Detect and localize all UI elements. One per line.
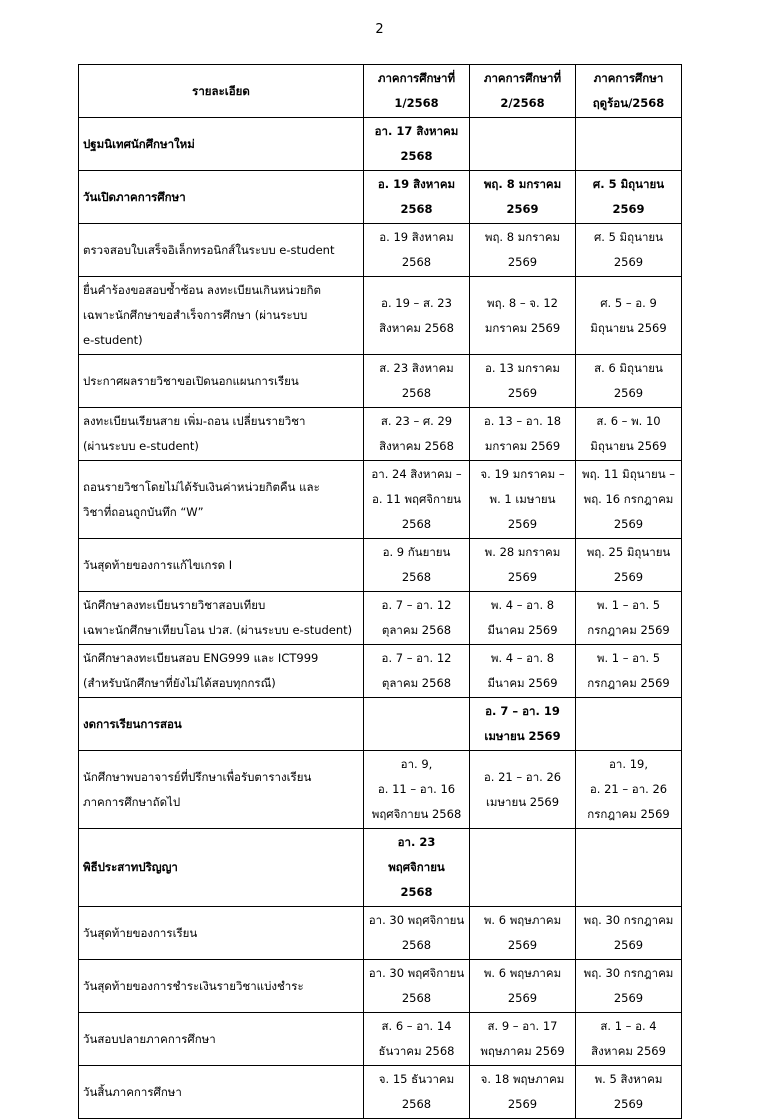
row-semester-1: อ. 19 สิงหาคม 2568 [364, 171, 470, 224]
row-semester-2: พฤ. 8 มกราคม 2569 [470, 171, 576, 224]
row-semester-1: อา. 9, อ. 11 – อา. 16 พฤศจิกายน 2568 [364, 751, 470, 829]
row-semester-1: อ. 9 กันยายน 2568 [364, 539, 470, 592]
row-semester-2 [470, 118, 576, 171]
row-semester-2: พ. 6 พฤษภาคม 2569 [470, 960, 576, 1013]
row-semester-2: อ. 21 – อา. 26 เมษายน 2569 [470, 751, 576, 829]
row-summer: ศ. 5 มิถุนายน 2569 [576, 171, 682, 224]
table-row [79, 118, 682, 171]
row-summer: พฤ. 11 มิถุนายน – พฤ. 16 กรกฎาคม 2569 [576, 461, 682, 539]
table-row [79, 592, 682, 645]
row-detail: วันเปิดภาคการศึกษา [79, 171, 364, 224]
header-semester-1: ภาคการศึกษาที่ 1/2568 [364, 65, 470, 118]
row-summer: พ. 1 – อา. 5 กรกฎาคม 2569 [576, 592, 682, 645]
row-semester-1: ส. 23 สิงหาคม 2568 [364, 355, 470, 408]
row-semester-2: พฤ. 8 มกราคม 2569 [470, 224, 576, 277]
row-semester-2: อ. 13 มกราคม 2569 [470, 355, 576, 408]
row-detail: วันสอบปลายภาคการศึกษา [79, 1013, 364, 1066]
row-summer: ส. 6 มิถุนายน 2569 [576, 355, 682, 408]
row-semester-1: อา. 24 สิงหาคม – อ. 11 พฤศจิกายน 2568 [364, 461, 470, 539]
row-detail: นักศึกษาลงทะเบียนรายวิชาสอบเทียบ เฉพาะนักศึกษาเทียบโอน ปวส. (ผ่านระบบ e-student) [79, 592, 364, 645]
row-semester-2: พ. 4 – อา. 8 มีนาคม 2569 [470, 645, 576, 698]
row-summer [576, 118, 682, 171]
row-semester-2: จ. 19 มกราคม – พ. 1 เมษายน 2569 [470, 461, 576, 539]
table-header-row [79, 65, 682, 118]
row-detail: วันสิ้นภาคการศึกษา [79, 1066, 364, 1119]
row-summer: ศ. 5 – อ. 9 มิถุนายน 2569 [576, 277, 682, 355]
row-detail: วันสุดท้ายของการเรียน [79, 907, 364, 960]
row-semester-1: อ. 7 – อา. 12 ตุลาคม 2568 [364, 645, 470, 698]
row-semester-2: พ. 4 – อา. 8 มีนาคม 2569 [470, 592, 576, 645]
header-detail: รายละเอียด [79, 65, 364, 118]
table-row [79, 277, 682, 355]
row-summer: พฤ. 30 กรกฎาคม 2569 [576, 960, 682, 1013]
row-semester-1: อา. 23 พฤศจิกายน 2568 [364, 829, 470, 907]
row-detail: วันสุดท้ายของการชำระเงินรายวิชาแบ่งชำระ [79, 960, 364, 1013]
row-semester-1: ส. 6 – อา. 14 ธันวาคม 2568 [364, 1013, 470, 1066]
table-row [79, 1066, 682, 1119]
table-row [79, 698, 682, 751]
row-semester-2: พ. 6 พฤษภาคม 2569 [470, 907, 576, 960]
academic-calendar-table [78, 64, 682, 1119]
row-detail: ตรวจสอบใบเสร็จอิเล็กทรอนิกส์ในระบบ e-student [79, 224, 364, 277]
header-semester-2: ภาคการศึกษาที่ 2/2568 [470, 65, 576, 118]
row-semester-1: อา. 30 พฤศจิกายน 2568 [364, 907, 470, 960]
row-detail: ยื่นคำร้องขอสอบซ้ำซ้อน ลงทะเบียนเกินหน่วยกิต เฉพาะนักศึกษาขอสำเร็จการศึกษา (ผ่านระบบ e-student) [79, 277, 364, 355]
row-summer: ส. 1 – อ. 4 สิงหาคม 2569 [576, 1013, 682, 1066]
row-detail: นักศึกษาพบอาจารย์ที่ปรึกษาเพื่อรับตารางเรียน ภาคการศึกษาถัดไป [79, 751, 364, 829]
row-detail: ประกาศผลรายวิชาขอเปิดนอกแผนการเรียน [79, 355, 364, 408]
row-semester-1: อา. 30 พฤศจิกายน 2568 [364, 960, 470, 1013]
row-semester-2: อ. 13 – อา. 18 มกราคม 2569 [470, 408, 576, 461]
row-semester-1: จ. 15 ธันวาคม 2568 [364, 1066, 470, 1119]
header-summer: ภาคการศึกษา ฤดูร้อน/2568 [576, 65, 682, 118]
row-summer: ส. 6 – พ. 10 มิถุนายน 2569 [576, 408, 682, 461]
table-row [79, 461, 682, 539]
table-row [79, 171, 682, 224]
table-row [79, 408, 682, 461]
row-semester-2: พ. 28 มกราคม 2569 [470, 539, 576, 592]
row-detail: พิธีประสาทปริญญา [79, 829, 364, 907]
table-row [79, 907, 682, 960]
row-semester-2: จ. 18 พฤษภาคม 2569 [470, 1066, 576, 1119]
row-semester-1: อ. 7 – อา. 12 ตุลาคม 2568 [364, 592, 470, 645]
row-summer: ศ. 5 มิถุนายน 2569 [576, 224, 682, 277]
row-semester-2: อ. 7 – อา. 19 เมษายน 2569 [470, 698, 576, 751]
row-summer [576, 698, 682, 751]
row-summer: อา. 19, อ. 21 – อา. 26 กรกฎาคม 2569 [576, 751, 682, 829]
row-detail: วันสุดท้ายของการแก้ไขเกรด I [79, 539, 364, 592]
row-summer: พฤ. 25 มิถุนายน 2569 [576, 539, 682, 592]
row-detail: ปฐมนิเทศนักศึกษาใหม่ [79, 118, 364, 171]
row-summer: พ. 5 สิงหาคม 2569 [576, 1066, 682, 1119]
row-summer [576, 829, 682, 907]
row-summer: พ. 1 – อา. 5 กรกฎาคม 2569 [576, 645, 682, 698]
row-semester-1 [364, 698, 470, 751]
table-body [79, 118, 682, 1119]
row-semester-2 [470, 829, 576, 907]
page-number: 2 [375, 22, 384, 37]
row-semester-2: ส. 9 – อา. 17 พฤษภาคม 2569 [470, 1013, 576, 1066]
row-detail: นักศึกษาลงทะเบียนสอบ ENG999 และ ICT999 (สำหรับนักศึกษาที่ยังไม่ได้สอบทุกกรณี) [79, 645, 364, 698]
row-semester-2: พฤ. 8 – จ. 12 มกราคม 2569 [470, 277, 576, 355]
row-semester-1: ส. 23 – ศ. 29 สิงหาคม 2568 [364, 408, 470, 461]
table-row [79, 224, 682, 277]
table-row [79, 645, 682, 698]
table-row [79, 751, 682, 829]
row-semester-1: อ. 19 สิงหาคม 2568 [364, 224, 470, 277]
row-semester-1: อ. 19 – ส. 23 สิงหาคม 2568 [364, 277, 470, 355]
table-row [79, 829, 682, 907]
row-detail: งดการเรียนการสอน [79, 698, 364, 751]
table-row [79, 1013, 682, 1066]
table-row [79, 960, 682, 1013]
row-summer: พฤ. 30 กรกฎาคม 2569 [576, 907, 682, 960]
row-semester-1: อา. 17 สิงหาคม 2568 [364, 118, 470, 171]
row-detail: ถอนรายวิชาโดยไม่ได้รับเงินค่าหน่วยกิตคืน และ วิชาที่ถอนถูกบันทึก “W” [79, 461, 364, 539]
table-row [79, 539, 682, 592]
table-row [79, 355, 682, 408]
row-detail: ลงทะเบียนเรียนสาย เพิ่ม-ถอน เปลี่ยนรายวิชา (ผ่านระบบ e-student) [79, 408, 364, 461]
